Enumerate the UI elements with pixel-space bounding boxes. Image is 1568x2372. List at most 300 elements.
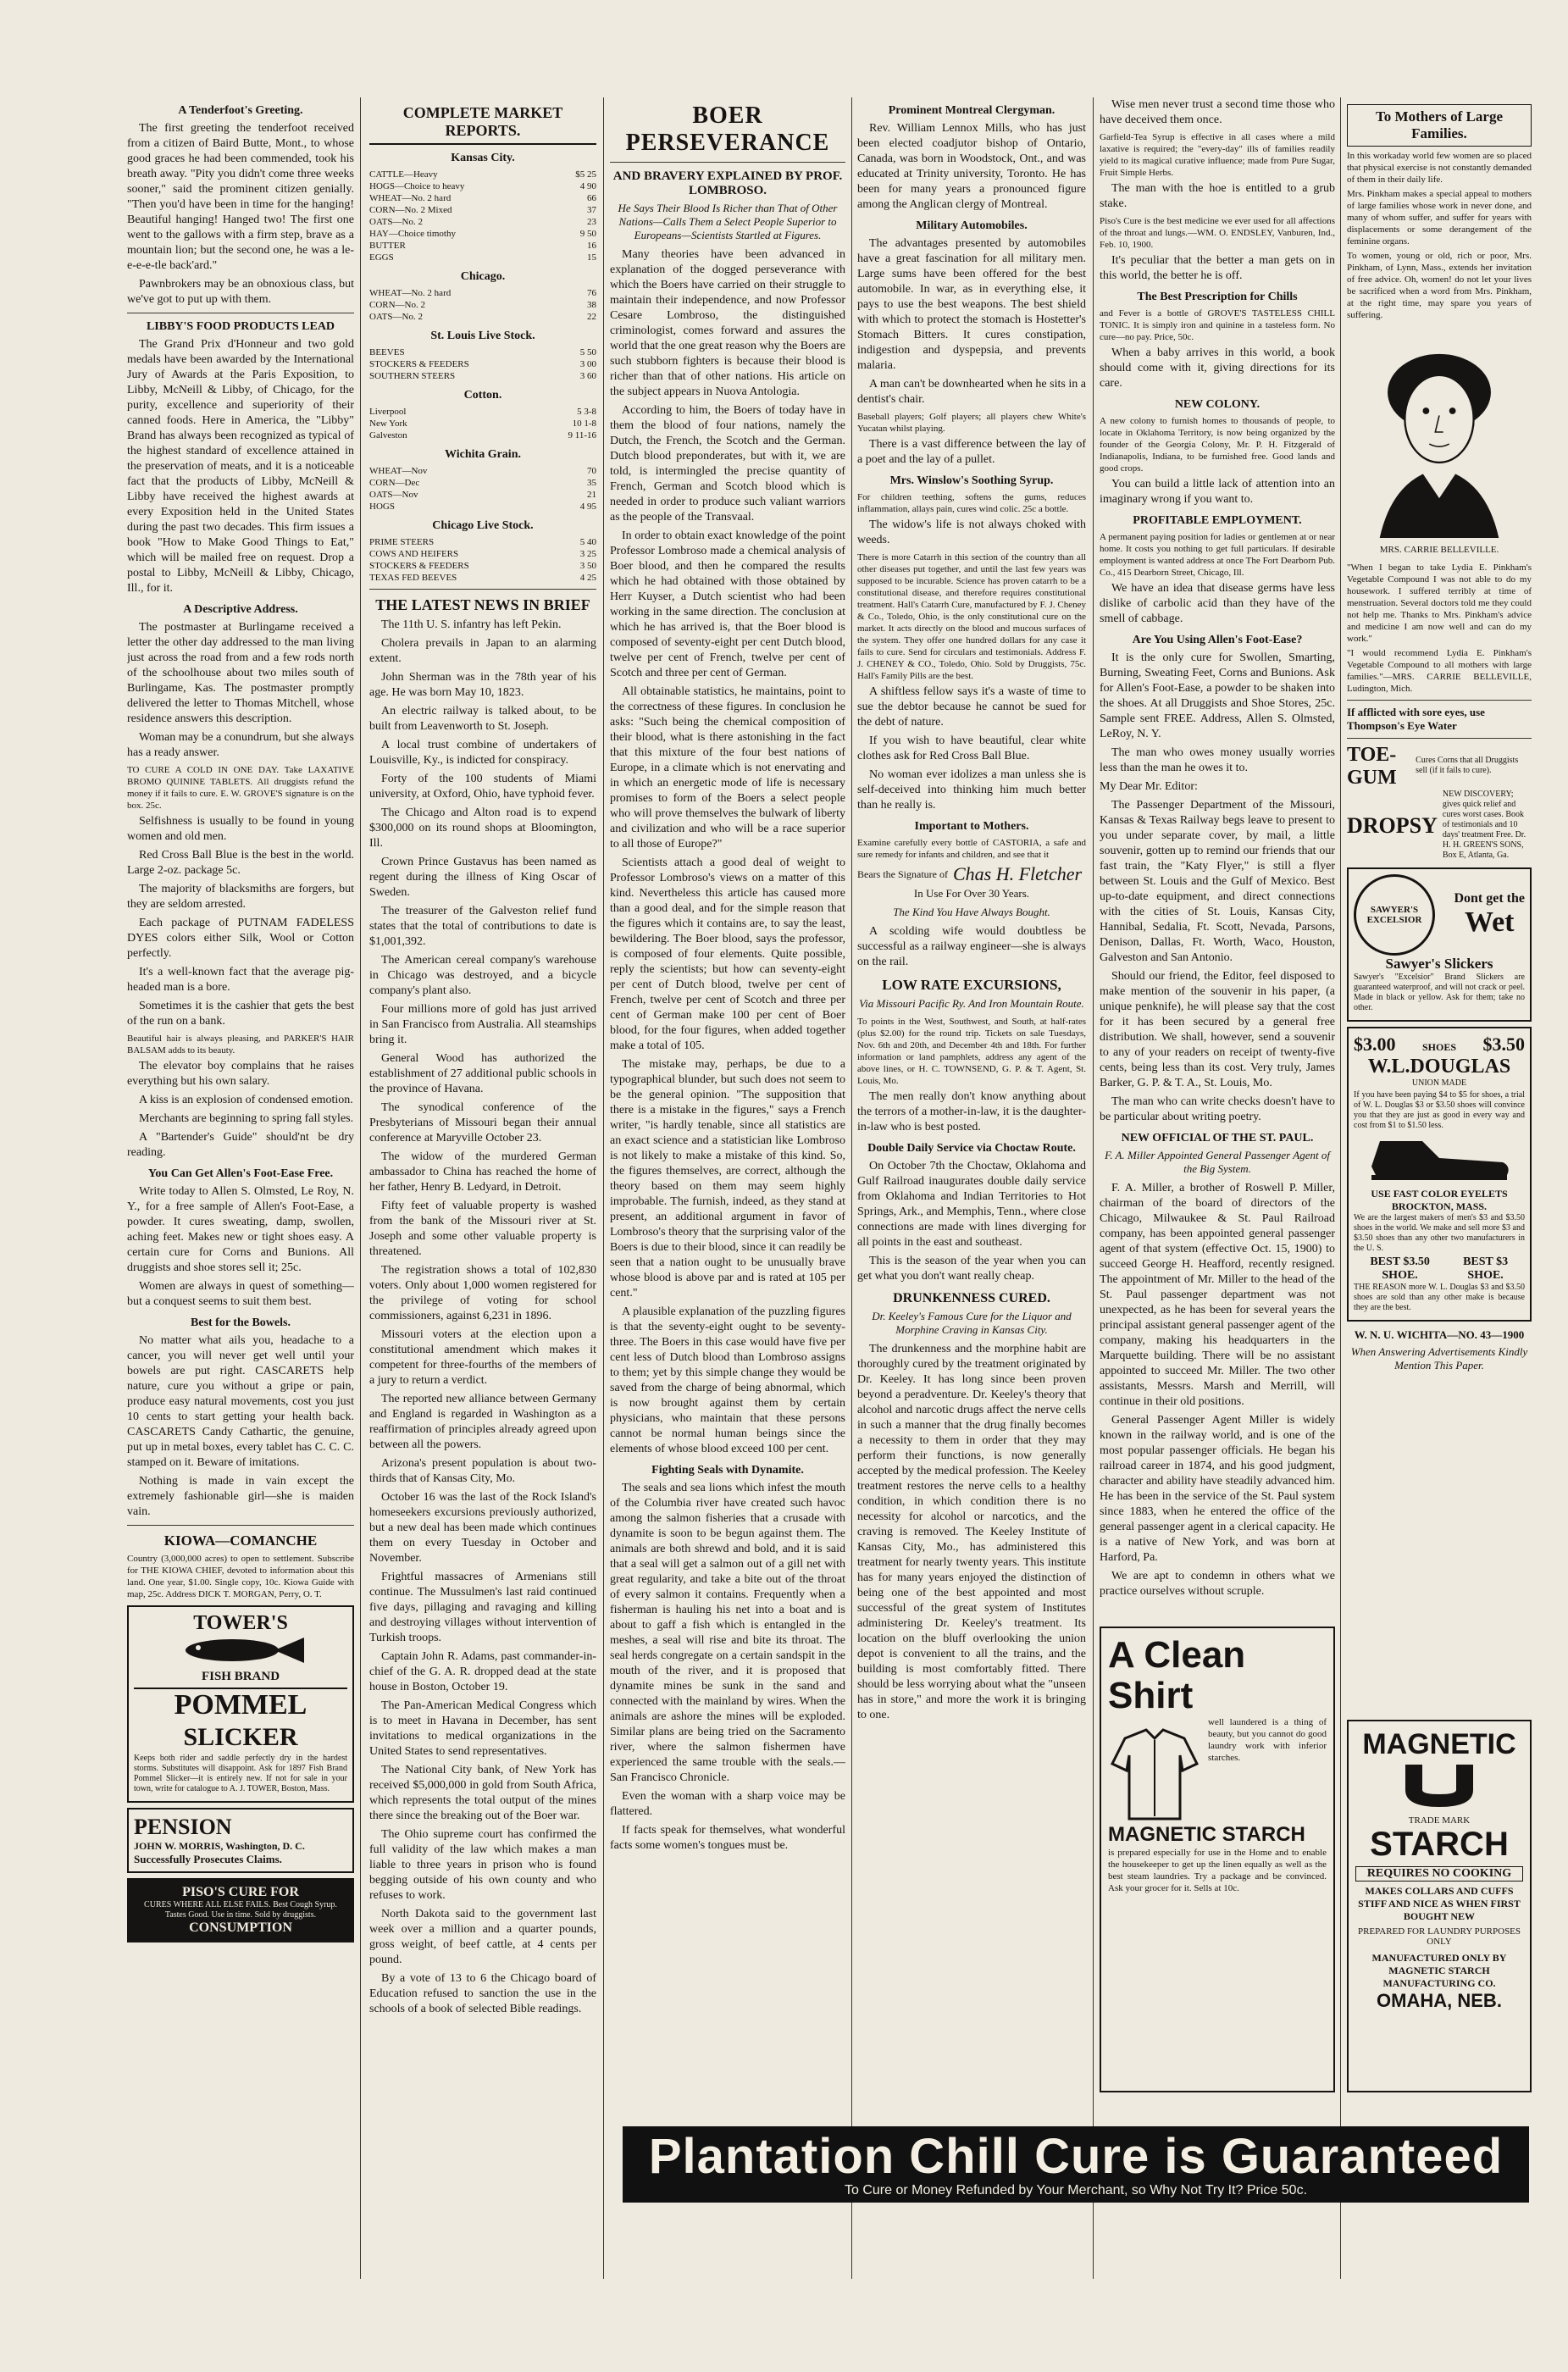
market-item: CATTLE—Heavy	[369, 169, 438, 180]
ad-title: POMMEL	[134, 1688, 347, 1721]
market-item: WHEAT—Nov	[369, 466, 428, 476]
ad-text: Dont get the	[1454, 891, 1525, 906]
market-row	[369, 216, 596, 228]
ad-title: Wet	[1464, 906, 1515, 938]
ad-text: THE REASON more W. L. Douglas $3 and $3.50 shoes are sold than any other make is because they are the best.	[1354, 1283, 1525, 1312]
ad-brand: TOWER'S	[193, 1612, 288, 1634]
article-text: Women are always in quest of something—but a conquest seems to suit them best.	[127, 1280, 354, 1308]
plantation-chill-cure-banner	[623, 2126, 1529, 2203]
market-row	[369, 477, 596, 489]
thompson-ad: If afflicted with sore eyes, use Thompson's Eye Water	[1347, 706, 1485, 732]
article-text: Even the woman with a sharp voice may be flattered.	[610, 1790, 845, 1818]
castoria-signature-block	[857, 863, 1086, 885]
news-item: Fifty feet of valuable property is washed from the bank of the Missouri river at St. Joseph and some other valuable property is threatened.	[369, 1200, 596, 1258]
divider	[127, 1525, 354, 1526]
article-text: The postmaster at Burlingame received a letter the other day addressed to the man living just across the road from and a few rods north of the schoolhouse about two miles south of Burlingame, Kas. The postmaster promptly delivered the letter to Thomas Mitchell, whose residence answers this description.	[127, 621, 354, 725]
market-item: HOGS—Choice to heavy	[369, 181, 465, 191]
ad-text: BEST $3 SHOE.	[1463, 1255, 1509, 1282]
market-row	[369, 228, 596, 240]
piso-ad	[127, 1878, 354, 1942]
divider	[1347, 738, 1532, 739]
article-text: A scolding wife would doubtless be successful as a railway engineer—she is always on the rail.	[857, 925, 1086, 968]
news-item: The reported new alliance between Germany and England is regarded in Washington as a reaffirmation of principles already agreed upon between all the powers.	[369, 1393, 596, 1451]
ad-price: $3.50	[1482, 1034, 1525, 1055]
market-city: Kansas City.	[451, 152, 515, 164]
divider	[369, 589, 596, 590]
article-heading: Mrs. Winslow's Soothing Syrup.	[889, 474, 1054, 487]
market-row	[369, 560, 596, 572]
market-price: 3 00	[579, 359, 596, 369]
article-heading: Prominent Montreal Clergyman.	[888, 104, 1055, 117]
news-list	[369, 618, 596, 2017]
article-text: A shiftless fellow says it's a waste of time to sue the debtor because he cannot be sued for the debt of nature.	[857, 685, 1086, 729]
ad-text: TO CURE A COLD IN ONE DAY. Take LAXATIVE BROMO QUININE TABLETS. All druggists refund the money if it fails to cure. E. W. GROVE'S signature is on the box. 25c.	[127, 765, 354, 811]
article-text: The first greeting the tenderfoot received from a citizen of Baird Butte, Mont., to whose good graces he had been commended, took his breath away. "Pity you didn't come three weeks sooner," said the prominent citizen genially. "Then you'd have been in time for the hanging! Beautiful hanging! Hanged two! The first one went to the gallows with a firm step, brave as a mountain lion; but the second one, he was a le-e-e-e-tle back'ard."	[127, 122, 354, 272]
article-text: No matter what ails you, headache to a cancer, you will never get well until your bowels are put right. CASCARETS help nature, cure you without a gripe or pain, produce easy natural movements, cost you just 10 cents to start getting your health back. CASCARETS Candy Cathartic, the genuine, put up in metal boxes, every tablet has C. C. C. stamped on it. Beware of imitations.	[127, 1334, 354, 1469]
ad-price: $3.00	[1354, 1034, 1396, 1055]
towers-slicker-ad	[127, 1605, 354, 1803]
market-price: 4 95	[579, 502, 596, 512]
article-text: You can build a little lack of attention into an imaginary wrong if you want to.	[1100, 478, 1335, 506]
market-price: 38	[587, 300, 596, 310]
market-price: 3 60	[579, 371, 596, 381]
ad-title: SLICKER	[183, 1723, 298, 1751]
article-paragraph: Many theories have been advanced in explanation of the dogged perseverance with which the Boers have carried on their struggle to maintain their independence, and now Professor Cesare Lombroso, the distinguished criminologist, comes forward and assures the world that the one great reason why the Boers are such stubborn fighters is because their blood is richer than that of other nations. His article on the subject appears in Nuova Antologia.	[610, 248, 845, 398]
market-item: STOCKERS & FEEDERS	[369, 561, 469, 571]
article-text: Merchants are beginning to spring fall styles.	[139, 1112, 354, 1125]
ad-text: Beautiful hair is always pleasing, and PARKER'S HAIR BALSAM adds to its beauty.	[127, 1034, 354, 1056]
market-item: TEXAS FED BEEVES	[369, 573, 457, 583]
article-paragraph: All obtainable statistics, he maintains, point to the correctness of these figures. In conclusion he asks: "Such being the chemical composition of their blood, what is there astonishing in the fact that this mixture of the four best nations of Europe, in a climate which is not enervating and in which an energetic mode of life is necessary promises to form of the Boers a select people who will prove themselves the bulwark of liberty and civilization and who will be a race superior to all those of Europe?"	[610, 685, 845, 851]
article-text: We have an idea that disease germs have less dislike of carbolic acid than they have of the smell of cabbage.	[1100, 582, 1335, 625]
market-price: 5 40	[579, 537, 596, 547]
ad-brand: SAWYER'S	[1370, 905, 1419, 915]
section-heading: THE LATEST NEWS IN BRIEF	[375, 596, 590, 613]
market-row	[369, 358, 596, 370]
market-table	[369, 287, 596, 323]
market-item: HAY—Choice timothy	[369, 229, 456, 239]
article-paragraph: A plausible explanation of the puzzling figures is that the seventy-eight ought to be seventy-three. The Boers in this case would have five per cent less of Dutch blood than Lombroso assigns to them; yet by this simple change they would be saved from the charge of being abnormal, which is now brought against them by certain physicians, who maintain that these persons cannot be normal human beings since the elements of whose blood exceed 100 per cent.	[610, 1305, 845, 1455]
market-row	[369, 430, 596, 441]
news-item: The registration shows a total of 102,830 voters. Only about 1,000 women registered for the privilege of voting for school commissioners, against 6,231 in 1896.	[369, 1264, 596, 1322]
news-item: Frightful massacres of Armenians still continue. The Mussulmen's last raid continued five days, pillaging and ravaging and killing and destroying villages without intervention of Turkish troops.	[369, 1571, 596, 1644]
market-item: New York	[369, 418, 407, 429]
market-price: $5 25	[575, 169, 596, 180]
article-heading: Important to Mothers.	[914, 820, 1029, 833]
column-rule	[1093, 97, 1094, 2279]
section-heading: COMPLETE MARKET REPORTS.	[369, 104, 596, 145]
ad-text: NEW DISCOVERY; gives quick relief and cures worst cases. Book of testimonials and 10 days' treatment Free. Dr. H. H. GREEN'S SONS, Box E, Atlanta, Ga.	[1442, 790, 1526, 860]
ad-text: UNION MADE	[1411, 1078, 1467, 1088]
publisher-line: W. N. U. WICHITA—NO. 43—1900	[1354, 1328, 1525, 1341]
news-item: The treasurer of the Galveston relief fund states that the total of contributions to date is $1,001,392.	[369, 905, 596, 948]
article-text: The man with the hoe is entitled to a grub stake.	[1100, 182, 1335, 210]
market-item: Galveston	[369, 430, 407, 441]
ad-text: Examine carefully every bottle of CASTORIA, a safe and sure remedy for infants and children, and see that it	[857, 838, 1086, 860]
article-text: Pawnbrokers may be an obnoxious class, but we've got to put up with them.	[127, 278, 354, 306]
article-text: There is a vast difference between the lay of a poet and the lay of a pullet.	[857, 438, 1086, 466]
article-heading: LOW RATE EXCURSIONS,	[882, 977, 1061, 993]
fish-icon	[173, 1635, 308, 1665]
market-row	[369, 572, 596, 584]
article-text: On October 7th the Choctaw, Oklahoma and Gulf Railroad inaugurates double daily service from Oklahoma and Indian Territories to Hot Springs, Ark., and Memphis, Tenn., where close connections are made with lines diverging for all points in the east and southeast.	[857, 1160, 1086, 1249]
news-item: Missouri voters at the election upon a constitutional amendment which makes it competent for three-fourths of the members of a jury to return a verdict.	[369, 1328, 596, 1387]
article-text: Each package of PUTNAM FADELESS DYES colors either Silk, Wool or Cotton perfectly.	[127, 917, 354, 960]
market-row	[369, 240, 596, 252]
article-text: The advantages presented by automobiles have a great fascination for all military men. Large sums have been offered for the best automobile. In war, as in everything else, it pays to use the best weapons. The best shield with which to protect the stomach is Hostetter's Stomach Bitters. It cures constipation, indigestion and dyspepsia, and prevents malaria.	[857, 237, 1086, 372]
market-item: SOUTHERN STEERS	[369, 371, 456, 381]
article-text: Red Cross Ball Blue is the best in the world. Large 2-oz. package 5c.	[127, 849, 354, 877]
article-text: The men really don't know anything about the terrors of a mother-in-law, it is the daughter-in-law who is best posted.	[857, 1090, 1086, 1133]
ad-title: TOE-GUM	[1347, 744, 1397, 789]
ad-text: JOHN W. MORRIS, Washington, D. C.	[134, 1840, 305, 1852]
news-item: October 16 was the last of the Rock Island's homeseekers excursions previously authorized, but a new deal has been made which continues them on every Tuesday in October and November.	[369, 1491, 596, 1565]
market-row	[369, 536, 596, 548]
article-heading: Are You Using Allen's Foot-Ease?	[1132, 634, 1303, 646]
column-1	[127, 97, 354, 2105]
market-row	[369, 252, 596, 263]
article-text: A man can't be downhearted when he sits in a dentist's chair.	[857, 378, 1086, 406]
market-table	[369, 346, 596, 382]
news-item: The widow of the murdered German ambassador to China has reached the home of her father, Henry B. Ledyard, in Detroit.	[369, 1150, 596, 1194]
article-heading: PROFITABLE EMPLOYMENT.	[1133, 514, 1302, 527]
market-price: 5 3-8	[577, 407, 596, 417]
ad-heading: To Mothers of Large Families.	[1347, 104, 1532, 147]
ad-title: DROPSY	[1347, 813, 1438, 838]
ad-title: A Clean	[1108, 1634, 1246, 1676]
article-text: No woman ever idolizes a man unless she is self-deceived into thinking him much better than he really is.	[857, 768, 1086, 812]
market-row	[369, 489, 596, 501]
article-text: F. A. Miller, a brother of Roswell P. Miller, chairman of the board of directors of the Chicago, Milwaukee & St. Paul Railroad company, has been appointed general passenger agent of that system (effective Oct. 15, 1900) to succeed George H. Heafford, recently resigned. The appointment of Mr. Miller to the head of the St. Paul passenger department was not unexpected, as he has been for several years the principal assistant general passenger agent of the company, making his headquarters in the Marquette building. There will be no assistant appointed to succeed Mr. Miller. The two other assistants, Messrs. Marsh and Merrill, will continue in their old positions.	[1100, 1182, 1335, 1408]
market-price: 10 1-8	[572, 418, 596, 429]
article-paragraph: According to him, the Boers of today have in them the blood of four nations, namely the Dutch, the French, the Scotch and the German. Dutch blood preponderates, but with it, we are told, is intermingled the precise quantity of French, German and Scotch blood which is needed in order to produce such valiant warriors as the people of the Transvaal.	[610, 404, 845, 524]
article-text: The elevator boy complains that he raises everything but his own salary.	[127, 1060, 354, 1088]
market-price: 4 25	[579, 573, 596, 583]
article-text: When a baby arrives in this world, a book should come with it, giving directions for its care.	[1100, 346, 1335, 390]
news-item: The 11th U. S. infantry has left Pekin.	[381, 618, 562, 631]
market-city: St. Louis Live Stock.	[430, 330, 535, 342]
article-text: Nothing is made in vain except the extremely fashionable girl—she is maiden vain.	[127, 1475, 354, 1518]
ad-text: REQUIRES NO COOKING	[1355, 1866, 1523, 1882]
banner-headline: Plantation Chill Cure is Guaranteed	[648, 2129, 1504, 2184]
market-price: 9 11-16	[568, 430, 596, 441]
ad-text: To women, young or old, rich or poor, Mrs. Pinkham, of Lynn, Mass., extends her invitation of free advice. Oh, women! do not let your lives be sacrificed when a word from Mrs. Pinkham, at the right time, may spare you years of suffering.	[1347, 251, 1532, 320]
column-rule	[603, 97, 604, 2279]
article-heading: NEW OFFICIAL OF THE ST. PAUL.	[1121, 1132, 1314, 1144]
ad-text: MANUFACTURED ONLY BY	[1371, 1952, 1507, 1964]
market-price: 66	[587, 193, 596, 203]
ad-text: In Use For Over 30 Years.	[913, 887, 1030, 900]
market-price: 70	[587, 466, 596, 476]
subheadline: Via Missouri Pacific Ry. And Iron Mountain Route.	[859, 997, 1084, 1010]
pension-ad	[127, 1808, 354, 1873]
news-item: The Chicago and Alton road is to expend $300,000 on its round shops at Bloomington, Ill.	[369, 806, 596, 850]
ad-text: Country (3,000,000 acres) to open to settlement. Subscribe for THE KIOWA CHIEF, devoted to information about this land. One year, $1.00. Single copy, 10c. Kiowa Guide with map, 25c. Address DICK T. MORGAN, Perry, O. T.	[127, 1554, 354, 1599]
market-item: PRIME STEERS	[369, 537, 435, 547]
portrait-illustration	[1350, 326, 1528, 538]
news-item: Arizona's present population is about two-thirds that of Kansas City, Mo.	[369, 1457, 596, 1485]
ad-text: BROCKTON, MASS.	[1391, 1200, 1488, 1212]
market-price: 16	[587, 241, 596, 251]
ad-text: MAKES COLLARS AND CUFFS STIFF AND NICE AS WHEN FIRST BOUGHT NEW	[1358, 1885, 1521, 1922]
ad-text: Baseball players; Golf players; all players chew White's Yucatan whilst playing.	[857, 412, 1086, 434]
market-item: WHEAT—No. 2 hard	[369, 193, 452, 203]
news-item: By a vote of 13 to 6 the Chicago board of Education refused to sanction the use in the schools of a book of selected Bible readings.	[369, 1972, 596, 2015]
column-rule	[851, 97, 852, 2279]
column-2	[369, 97, 596, 2105]
divider	[1347, 700, 1532, 701]
clean-shirt-ad	[1100, 1627, 1335, 2109]
article-text: The man who can write checks doesn't have to be particular about writing poetry.	[1100, 1095, 1335, 1123]
column-5	[1100, 97, 1335, 1622]
market-price: 37	[587, 205, 596, 215]
news-item: North Dakota said to the government last week over a million and a quarter pounds, gross weight, of beef cattle, at 4 cents per pound.	[369, 1908, 596, 1966]
article-text: If facts speak for themselves, what wonderful facts some women's tongues must be.	[610, 1824, 845, 1852]
article-heading: LIBBY'S FOOD PRODUCTS LEAD	[146, 320, 335, 333]
ad-text: Successfully Prosecutes Claims.	[134, 1853, 282, 1865]
toegum-ad	[1347, 744, 1532, 790]
market-table	[369, 169, 596, 263]
market-price: 9 50	[579, 229, 596, 239]
headline: BOER PERSEVERANCE	[625, 103, 830, 156]
market-row	[369, 465, 596, 477]
ad-text: and Fever is a bottle of GROVE'S TASTELESS CHILL TONIC. It is simply iron and quinine in a tasteless form. No cure—no pay. Price, 50c.	[1100, 308, 1335, 342]
news-item: The American cereal company's warehouse in Chicago was destroyed, and a bicycle company's plant also.	[369, 954, 596, 997]
article-text: The widow's life is not always choked with weeds.	[857, 518, 1086, 546]
article-text: It is the only cure for Swollen, Smarting, Burning, Sweating Feet, Corns and Bunions. Ask for Allen's Foot-Ease, a powder to be shaken into the shoes. At all Druggists and Shoe Stores, 25c. Sample sent FREE. Address, Allen S. Olmsted, LeRoy, N. Y.	[1100, 651, 1335, 740]
market-item: WHEAT—No. 2 hard	[369, 288, 452, 298]
banner-subline: To Cure or Money Refunded by Your Merchant, so Why Not Try It? Price 50c.	[844, 2183, 1308, 2197]
ad-text: BEST $3.50 SHOE.	[1370, 1255, 1430, 1282]
news-item: A local trust combine of undertakers of Louisville, Ky., is indicted for conspiracy.	[369, 739, 596, 767]
market-item: BEEVES	[369, 347, 405, 357]
article-text: The man who owes money usually worries less than the man he owes it to.	[1100, 746, 1335, 774]
ad-text: Piso's Cure is the best medicine we ever used for all affections of the throat and lungs.—WM. O. ENDSLEY, Vanburen, Ind., Feb. 10, 1900.	[1100, 216, 1335, 250]
ad-text: Sawyer's "Excelsior" Brand Slickers are guaranteed waterproof, and will not crack or peel. Made in black or yellow. Ask for them; take no other.	[1354, 973, 1525, 1012]
market-item: COWS AND HEIFERS	[369, 549, 459, 559]
testimonial-text: "When I began to take Lydia E. Pinkham's Vegetable Compound I was not able to do my housework. I suffered terribly at time of menstruation. Several doctors told me they could not help me. Thanks to Mrs. Pinkham's advice and medicine I am now well and can do my work."	[1347, 563, 1532, 644]
market-table	[369, 536, 596, 584]
magnetic-starch-box	[1347, 1720, 1532, 2109]
ad-text: A permanent paying position for ladies or gentlemen at or near home. It costs you nothing to get full particulars. If desirable employment is wanted address at once The Fort Dearborn Pub. Co., 415 Dearborn Street, Chicago, Ill.	[1100, 532, 1335, 578]
article-text: A "Bartender's Guide" should'nt be dry reading.	[127, 1131, 354, 1159]
market-price: 21	[587, 490, 596, 500]
news-item: Crown Prince Gustavus has been named as regent during the illness of King Oscar of Sweden.	[369, 856, 596, 899]
market-price: 15	[587, 252, 596, 263]
ad-brand-sub: FISH BRAND	[201, 1670, 280, 1683]
article-text: The drunkenness and the morphine habit are thoroughly cured by the treatment originated by Dr. Keeley. It has long since been proven beyond a peradventure. Dr. Keeley's theory that alcohol and narcotic drugs affect the nerve cells in such a manner that the drug finally becomes a necessity to them in order that they may perform their functions, is now generally accepted by the medical profession. The Keeley treatment restores the nerve cells to a healthy condition, in which condition there is no necessity for alcohol or narcotics, and the craving is removed. The Keeley Institute of Kansas City, Mo., has administered this treatment for nearly twenty years. This institute has for many years enjoyed the distinction of being one of the best appointed and most successful of the great system of Institutes administering Dr. Keeley's treatment. Its location on the bluff overlooking the union depot is convenient to all the trains, and the building is most comfortably fitted. There should be less worrying about what the "unseen has in store," and more the work it is bringing to one.	[857, 1343, 1086, 1721]
ad-brand: MAGNETIC STARCH	[1108, 1823, 1305, 1846]
deck: He Says Their Blood Is Richer than That of Other Nations—Calls Them a Select People Superior to Europeans—Scientists Startled at Figures.	[618, 202, 838, 241]
news-item: General Wood has authorized the establishment of 27 additional public schools in the province of Havana.	[369, 1052, 596, 1095]
market-item: HOGS	[369, 502, 395, 512]
ad-text: well laundered is a thing of beauty, but you cannot do good laundry work with inferior starches.	[1208, 1717, 1327, 1763]
news-item: Cholera prevails in Japan to an alarming extent.	[369, 637, 596, 665]
market-row	[369, 311, 596, 323]
article-heading: The Best Prescription for Chills	[1137, 291, 1298, 303]
market-row	[369, 418, 596, 430]
ad-text: We are the largest makers of men's $3 and $3.50 shoes in the world. We make and sell more $3 and $3.50 shoes than any other two manufacturers in the U. S.	[1354, 1213, 1525, 1253]
article-text: This is the season of the year when you can get what you don't want really cheap.	[857, 1255, 1086, 1283]
ad-text: Bears the Signature of	[857, 867, 948, 880]
ad-text: The Kind You Have Always Bought.	[893, 906, 1050, 918]
sawyer-badge	[1354, 874, 1435, 956]
dropsy-ad	[1347, 790, 1532, 862]
letter-salutation: My Dear Mr. Editor:	[1100, 780, 1198, 793]
article-text: It's a well-known fact that the average pig-headed man is a bore.	[127, 966, 354, 994]
market-row	[369, 501, 596, 513]
news-item: John Sherman was in the 78th year of his age. He was born May 10, 1823.	[369, 671, 596, 699]
market-row	[369, 299, 596, 311]
column-3	[610, 97, 845, 2105]
column-4	[857, 97, 1086, 2105]
subheadline: Dr. Keeley's Famous Cure for the Liquor and Morphine Craving in Kansas City.	[872, 1310, 1072, 1336]
market-row	[369, 192, 596, 204]
ad-text: TRADE MARK	[1408, 1815, 1471, 1826]
market-price: 22	[587, 312, 596, 322]
market-row	[369, 406, 596, 418]
subheadline: F. A. Miller Appointed General Passenger Agent of the Big System.	[1105, 1149, 1330, 1175]
article-heading: A Descriptive Address.	[183, 603, 298, 616]
market-item: OATS—No. 2	[369, 217, 423, 227]
market-row	[369, 370, 596, 382]
article-heading: NEW COLONY.	[1174, 398, 1260, 411]
market-item: BUTTER	[369, 241, 406, 251]
market-price: 4 90	[579, 181, 596, 191]
ad-text: PREPARED FOR LAUNDRY PURPOSES ONLY	[1357, 1926, 1521, 1947]
market-item: CORN—No. 2	[369, 300, 426, 310]
article-text: Woman may be a conundrum, but she always has a ready answer.	[127, 731, 354, 759]
ad-title: CONSUMPTION	[189, 1920, 292, 1935]
magnet-icon	[1388, 1760, 1490, 1811]
article-text: Wise men never trust a second time those who have deceived them once.	[1100, 98, 1335, 126]
article-heading: A Tenderfoot's Greeting.	[178, 104, 303, 117]
news-item: The Ohio supreme court has confirmed the full validity of the law which makes a man liable to three years in prison who is found begging outside of his own county and who refuses to work.	[369, 1828, 596, 1902]
ad-text: Garfield-Tea Syrup is effective in all cases where a mild laxative is required; the "every-day" ills of families readily yield to its magical curative influence; made from Pure Sugar, Fruit Simple Herbs.	[1100, 132, 1335, 178]
article-text: The majority of blacksmiths are forgers, but they are seldom arrested.	[127, 883, 354, 911]
news-item: Four millions more of gold has just arrived in San Francisco from Australia. All steamships bring it.	[369, 1003, 596, 1046]
ad-text: In this workaday world few women are so placed that physical exercise is not constantly demanded of them in their daily life.	[1347, 151, 1532, 185]
best-shoe-labels	[1354, 1255, 1525, 1283]
subheadline: AND BRAVERY EXPLAINED BY PROF. LOMBROSO.	[612, 169, 843, 197]
news-item: An electric railway is talked about, to be built from Leavenworth to St. Joseph.	[369, 705, 596, 733]
market-row	[369, 169, 596, 180]
testimonial-text: "I would recommend Lydia E. Pinkham's Vegetable Compound to all mothers with large families."—MRS. CARRIE BELLEVILLE, Ludington, Mich.	[1347, 648, 1532, 694]
portrait-caption: MRS. CARRIE BELLEVILLE.	[1379, 545, 1499, 555]
ad-text: MAGNETIC STARCH MANUFACTURING CO.	[1382, 1965, 1496, 1989]
divider	[610, 162, 845, 163]
ad-text: is prepared especially for use in the Home and to enable the housekeeper to get up the linen equally as well as the best steam laundries. Try a package and be convinced. Ask your grocer for it. Sells at 10c.	[1108, 1848, 1327, 1893]
market-price: 3 50	[579, 561, 596, 571]
market-price: 23	[587, 217, 596, 227]
ad-text: A new colony to furnish homes to thousands of people, to locate in Oklahoma Territory, is now being organized by the founder of the Georgia Colony, Mr. P. H. Fitzgerald of Indianapolis, Indiana, to be furnished free. Good lands and good crops.	[1100, 416, 1335, 474]
ad-text: There is more Catarrh in this section of the country than all other diseases put together, and until the last few years was supposed to be incurable. Science has proven catarrh to be a constitutional disease, and therefore requires constitutional treatment. Hall's Catarrh Cure, manufactured by F. J. Cheney & Co., Toledo, Ohio, is the only constitutional cure on the market. It acts directly on the blood and mucous surfaces of the system. They offer one hundred dollars for any case it fails to cure. Send for circulars and testimonials. Address F. J. CHENEY & CO., Toledo, Ohio. Sold by Druggists, 75c. Hall's Family Pills are the best.	[857, 552, 1086, 681]
market-table	[369, 406, 596, 441]
article-text: The seals and sea lions which infest the mouth of the Columbia river have created such havoc among the salmon fisheries that a crusade with dynamite is soon to be begun against them. The animals are both shrewd and bold, and it is said that a seal will get a salmon out of a gill net with great regularity, and take a bite out of the throat of every salmon it contains. Frequently when a fisherman is hauling his net into a boat and is about to gaff a fish which is entangled in the meshes, a seal will rise and bite its throat. The seal herds congregate on a certain sandspit in the mouth of the river, and it is proposed that dynamite mines be sunk in the sand and connected with the mainland by wires. When the animals are ashore the mines will be exploded. Similar plans are being tried on the Sacramento river, where the salmon fishermen have experienced the same trouble with the seals.—San Francisco Chronicle.	[610, 1482, 845, 1784]
ad-text: For children teething, softens the gums, reduces inflammation, allays pain, cures wind colic. 25c a bottle.	[857, 492, 1086, 514]
market-table	[369, 465, 596, 513]
column-rule	[360, 97, 361, 2279]
ad-title: Sawyer's Slickers	[1385, 956, 1493, 972]
ad-title: STARCH	[1370, 1826, 1509, 1863]
article-text: The Passenger Department of the Missouri, Kansas & Texas Railway begs leave to present to you under separate cover, by mail, a little souvenir, gotten up to remind our friends that our fast train, the "Katy Flyer," is still a flyer between St. Louis and the Gulf of Mexico. Best up-to-date equipment, and direct connections with the cities of St. Louis, Kansas City, Hannibal, Sedalia, Ft. Scott, Nevada, Parsons, Denison, Dallas, Ft. Worth, Waco, Houston, Galveston and San Antonio.	[1100, 799, 1335, 964]
article-text: It's peculiar that the better a man gets on in this world, the better he is off.	[1100, 254, 1335, 282]
article-heading: Best for the Bowels.	[191, 1316, 291, 1329]
news-item: Forty of the 100 students of Miami university, at Oxford, Ohio, have typhoid fever.	[369, 773, 596, 801]
column-6	[1347, 97, 1532, 1715]
market-price: 3 25	[579, 549, 596, 559]
ad-text: CURES WHERE ALL ELSE FAILS. Best Cough Syrup. Tastes Good. Use in time. Sold by druggists.	[144, 1900, 337, 1920]
market-row	[369, 180, 596, 192]
fletcher-signature: Chas H. Fletcher	[952, 863, 1083, 884]
market-item: CORN—No. 2 Mixed	[369, 205, 452, 215]
article-heading: Fighting Seals with Dynamite.	[651, 1464, 804, 1477]
article-paragraph: The mistake may, perhaps, be due to a typographical blunder, but such does not seem to be the general opinion. "The supposition that there is a mistake in the figures," says a French writer, "is hardly tenable, since all statistics are an exact science and a statistician like Lombroso is not likely to make a mistake of this kind. So, the figures themselves, are correct, although the theory based on them may seem highly improbable. The furnish, indeed, as they stand at present, an additional argument in favor of Lombroso's theory that the surprising valor of the Boers is due to their blood, since it can readily be seen that a nation ought to be unusually brave whose blood is above par and is rated at 105 per cent."	[610, 1058, 845, 1300]
ad-text: Keeps both rider and saddle perfectly dry in the hardest storms. Substitutes will disappoint. Ask for 1897 Fish Brand Pommel Slicker—it is entirely new. If not for sale in your town, write for catalogue to A. J. TOWER, Boston, Mass.	[134, 1754, 347, 1793]
market-item: EGGS	[369, 252, 394, 263]
ad-title: W.L.DOUGLAS	[1367, 1056, 1511, 1078]
market-price: 5 50	[579, 347, 596, 357]
ad-text: Mrs. Pinkham makes a special appeal to mothers of large families whose work in never done, and many of whom suffer, and suffer for years with displacements or some derangement of the feminine organs.	[1347, 189, 1532, 247]
article-text: General Passenger Agent Miller is widely known in the railway world, and is one of the most popular passenger officials. He began his railroad career in 1874, and his good judgment, character and ability have steadily advanced him. He has been in the service of the St. Paul system since 1883, when he entered the office of the general passenger agent in a clerical capacity. He is a native of New York, and was born at Harford, Pa.	[1100, 1414, 1335, 1564]
news-item: The National City bank, of New York has received $5,000,000 in gold from South Africa, which represents the total output of the mines there since the breaking out of the Boer war.	[369, 1764, 596, 1822]
ad-text: USE FAST COLOR EYELETS	[1371, 1188, 1508, 1200]
ad-title: MAGNETIC	[1362, 1728, 1516, 1760]
market-item: STOCKERS & FEEDERS	[369, 359, 469, 369]
article-text: Write today to Allen S. Olmsted, Le Roy, N. Y., for a free sample of Allen's Foot-Ease, a powder. It cures sweating, damp, swollen, aching feet. Makes new or tight shoes easy. A certain cure for Corns and Bunions. All druggists and shoe stores sell it; 25c.	[127, 1185, 354, 1274]
market-item: Liverpool	[369, 407, 407, 417]
ad-text: OMAHA, NEB.	[1377, 1990, 1502, 2011]
article-text: If you wish to have beautiful, clear white clothes ask for Red Cross Ball Blue.	[857, 734, 1086, 762]
column-rule	[1340, 97, 1341, 2279]
market-city: Wichita Grain.	[445, 448, 521, 461]
market-city: Chicago.	[460, 270, 506, 283]
article-paragraph: Scientists attach a good deal of weight to Professor Lombroso's views on a matter of this kind. Nevertheless this article has caused more than a good deal, and for the simple reason that the figures which it contains are, to say the least, bewildering. The Boer blood, says the professor, is composed of four elements. Quite possible, reply the scientists; but how can seventy-eight per cent of Dutch blood, twelve per cent of French, twelve per cent of Scotch and three per cent of German make 100 per cent of Boer blood, for the four figures, when added together make a total of 105.	[610, 856, 845, 1052]
sawyer-ad	[1347, 867, 1532, 1022]
news-item: The synodical conference of the Presbyterians of Missouri began their annual conference at Maryville October 23.	[369, 1101, 596, 1144]
ad-text: If you have been paying $4 to $5 for shoes, a trial of W. L. Douglas $3 or $3.50 shoes will convince you that they are just as good in every way and cost from $1 to $1.50 less.	[1354, 1090, 1525, 1130]
ad-title: PISO'S CURE FOR	[182, 1885, 299, 1899]
ad-text: SHOES	[1421, 1041, 1457, 1053]
article-text: Should our friend, the Editor, feel disposed to make mention of the souvenir in his paper, (a unique penknife), he will please say that the cost for it has been secured by a general free distribution. We shall, however, send a souvenir to any of your readers on receipt of twenty-five cents, being less than its cost. Very truly, James Barker, G. P. & T. A., St. Louis, Mo.	[1100, 970, 1335, 1089]
article-text: A kiss is an explosion of condensed emotion.	[139, 1094, 353, 1106]
shoe-icon	[1363, 1133, 1515, 1183]
article-text: The Grand Prix d'Honneur and two gold medals have been awarded by the International Jury of Awards at the Paris Exposition, to Libby, McNeill & Libby, of Chicago, for the purity, excellence and superiority of their canned foods. Here in America, the "Libby" Brand has always been recognized as typical of the highest standard of excellence attained in the preservation of meats, and it is a noticeable fact that the products of Libby, McNeill & Libby have received the highest awards at every Exposition held in the United States during the past two decades. This firm issues a book "How to Make Good Things to Eat," which will be mailed free on request. Drop a postal to Libby, McNeill & Libby, Chicago, Ill., for it.	[127, 338, 354, 595]
article-heading: You Can Get Allen's Foot-Ease Free.	[147, 1167, 334, 1180]
ad-title: Shirt	[1108, 1675, 1194, 1716]
market-city: Chicago Live Stock.	[432, 519, 534, 532]
article-text: We are apt to condemn in others what we practice ourselves without scruple.	[1100, 1570, 1335, 1598]
market-row	[369, 548, 596, 560]
market-item: OATS—No. 2	[369, 312, 423, 322]
ad-title: PENSION	[134, 1815, 232, 1839]
market-row	[369, 287, 596, 299]
article-text: Sometimes it is the cashier that gets the best of the run on a bank.	[127, 1000, 354, 1028]
article-heading: DRUNKENNESS CURED.	[893, 1291, 1050, 1305]
article-heading: Double Daily Service via Choctaw Route.	[867, 1142, 1076, 1155]
news-item: Captain John R. Adams, past commander-in-chief of the G. A. R. dropped dead at the state house in Boston, October 19.	[369, 1650, 596, 1693]
ad-brand: EXCELSIOR	[1366, 915, 1422, 925]
market-item: CORN—Dec	[369, 478, 420, 488]
market-price: 76	[587, 288, 596, 298]
market-row	[369, 204, 596, 216]
article-heading: Military Automobiles.	[916, 219, 1028, 232]
footer-note: When Answering Advertisements Kindly Mention This Paper.	[1350, 1345, 1528, 1372]
market-row	[369, 346, 596, 358]
market-price: 35	[587, 478, 596, 488]
article-text: Selfishness is usually to be found in young women and old men.	[127, 815, 354, 843]
news-item: The Pan-American Medical Congress which is to meet in Havana in December, has sent invitations to medical organizations in the United States to send representatives.	[369, 1699, 596, 1758]
